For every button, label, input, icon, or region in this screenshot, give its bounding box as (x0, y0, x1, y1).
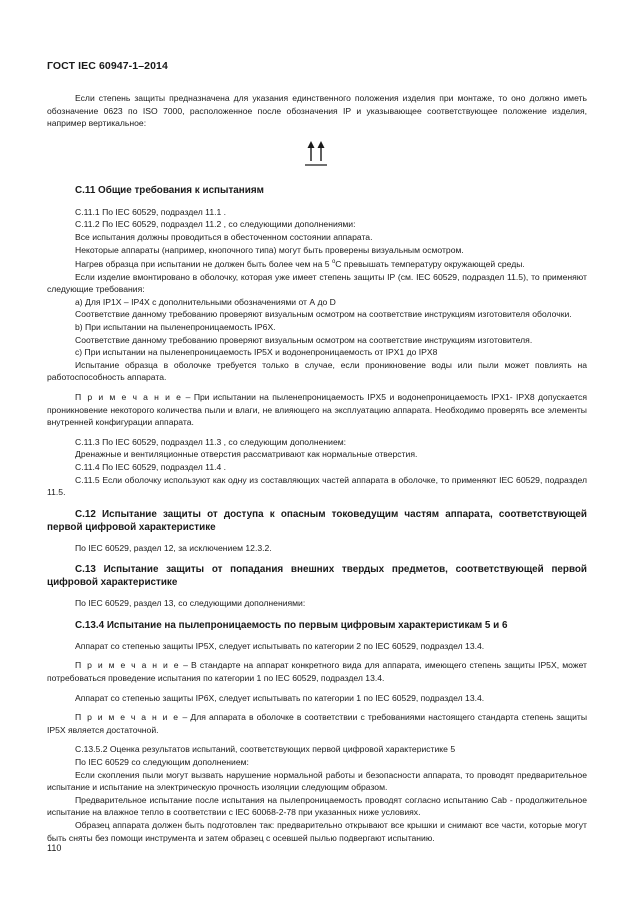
paragraph: Предварительное испытание после испытания на пылепроницаемость проводят согласно испытанию Cab - продолжительное испытание на влажное тепло в соответствии с IEC 60068-2-78 при указанных ниже условиях. (47, 794, 587, 818)
paragraph: Соответствие данному требованию проверяют визуальным осмотром на соответствие инструкциям изготовителя оболочки. (75, 309, 572, 320)
note-label: П р и м е ч а н и е (75, 660, 180, 671)
section-heading-c11: С.11 Общие требования к испытаниям (75, 184, 264, 196)
clause-c11-4: С.11.4 По IEC 60529, подраздел 11.4 . (75, 461, 227, 472)
note-c11 (47, 391, 587, 429)
paragraph: По IEC 60529, раздел 12, за исключением 12.3.2. (75, 542, 272, 553)
list-item-a: а) Для IP1X – IP4X с дополнительными обозначениями от А до D (75, 296, 336, 307)
section-heading-c13-4: С.13.4 Испытание на пылепроницаемость по первым цифровым характеристикам 5 и 6 (75, 619, 508, 631)
note-text: – При испытании на пыленепроницаемость IPX5 и водонепроницаемость IPX1- IPX8 допускается проникновение некоторого количества пыли и влаги, не влияющего на эксплуатацию аппарата. Необходимо проверять все элементы внутренней конфигурации аппарата. (47, 391, 587, 428)
note-enclosure (47, 711, 587, 736)
paragraph-temperature (47, 256, 587, 270)
paragraph: По IEC 60529, раздел 13, со следующими дополнениями: (75, 598, 306, 609)
list-item-b: b) При испытании на пыленепроницаемость IP6X. (75, 321, 276, 332)
paragraph: Если изделие вмонтировано в оболочку, которая уже имеет степень защиты IP (см. IEC 60529, подраздел 11.5), то применяют следующие требования: (47, 271, 587, 295)
vertical-position-symbol-icon (305, 140, 327, 168)
temperature-text-end: С превышать температуру окружающей среды. (335, 259, 525, 270)
clause-c11-1: С.11.1 По IEC 60529, подраздел 11.1 . (75, 206, 227, 217)
paragraph: Аппарат со степенью защиты IP6X, следует испытывать по категории 1 по IEC 60529, подраздел 13.4. (75, 692, 485, 703)
temperature-text-start: Нагрев образца при испытании не должен быть более чем на 5 (75, 259, 332, 270)
note-text: – В стандарте на аппарат конкретного вида для аппарата, имеющего степень защиты IP5X, может потребоваться проведение испытания по категории 1 по IEC 60529, подраздел 13.4. (47, 660, 587, 684)
paragraph: Если скопления пыли могут вызвать нарушение нормальной работы и безопасности аппарата, то проводят предварительное испытание и испытание на электрическую прочность изоляции следующим образом. (47, 769, 587, 793)
paragraph: Аппарат со степенью защиты IP5X, следует испытывать по категории 2 по IEC 60529, подраздел 13.4. (75, 640, 485, 651)
page-number: 110 (47, 843, 62, 853)
section-heading-c13: С.13 Испытание защиты от попадания внешних твердых предметов, соответствующей первой цифровой характеристике (47, 564, 587, 589)
paragraph: Испытание образца в оболочке требуется только в случае, если проникновение воды или пыли может повлиять на работоспособность аппарата. (47, 359, 587, 383)
clause-c11-3: С.11.3 По IEC 60529, подраздел 11.3 , со следующим дополнением: (75, 436, 347, 447)
document-header: ГОСТ IEC 60947-1–2014 (47, 60, 168, 72)
note-text: – Для аппарата в оболочке в соответствии с требованиями настоящего стандарта степень защиты IP5X является достаточной. (47, 712, 587, 735)
paragraph: Все испытания должны проводиться в обесточенном состоянии аппарата. (75, 231, 373, 242)
clause-c11-2: С.11.2 По IEC 60529, подраздел 11.2 , со следующими дополнениями: (75, 219, 356, 230)
clause-c13-5-2: С.13.5.2 Оценка результатов испытаний, соответствующих первой цифровой характеристике 5 (75, 744, 456, 755)
section-heading-c12: С.12 Испытание защиты от доступа к опасным токоведущим частям аппарата, соответствующей первой цифровой характеристике (47, 508, 587, 533)
degree-sign: o (331, 259, 336, 266)
intro-paragraph: Если степень защиты предназначена для указания единственного положения изделия при монтаже, то оно должно иметь обозначение 0623 по ISO 7000, расположенное после обозначения IP и указывающее соответствующее положение изделия, например вертикальное: (47, 93, 587, 129)
paragraph: Некоторые аппараты (например, кнопочного типа) могут быть проверены визуальным осмотром. (75, 244, 464, 255)
paragraph: Образец аппарата должен быть подготовлен так: предварительно открывают все крышки и снимают все части, которые могут быть сняты без помощи инструмента и затем образец с осевшей пылью подвергают испытанию. (47, 820, 587, 843)
note-label: П р и м е ч а н и е (75, 391, 183, 402)
clause-c11-5: С.11.5 Если оболочку используют как одну из составляющих частей аппарата в оболочке, то применяют IEC 60529, подраздел 11.5. (47, 474, 587, 498)
paragraph: Соответствие данному требованию проверяют визуальным осмотром на соответствие инструкциям изготовителя. (75, 334, 533, 345)
list-item-c: с) При испытании на пыленепроницаемость IP5X и водонепроницаемость от IPX1 до IPX8 (75, 347, 438, 358)
paragraph: Дренажные и вентиляционные отверстия рассматривают как нормальные отверстия. (75, 449, 418, 460)
note-ip5x (47, 659, 587, 684)
paragraph: По IEC 60529 со следующим дополнением: (75, 757, 249, 768)
note-label: П р и м е ч а н и е (75, 712, 180, 723)
page-content (47, 92, 587, 844)
